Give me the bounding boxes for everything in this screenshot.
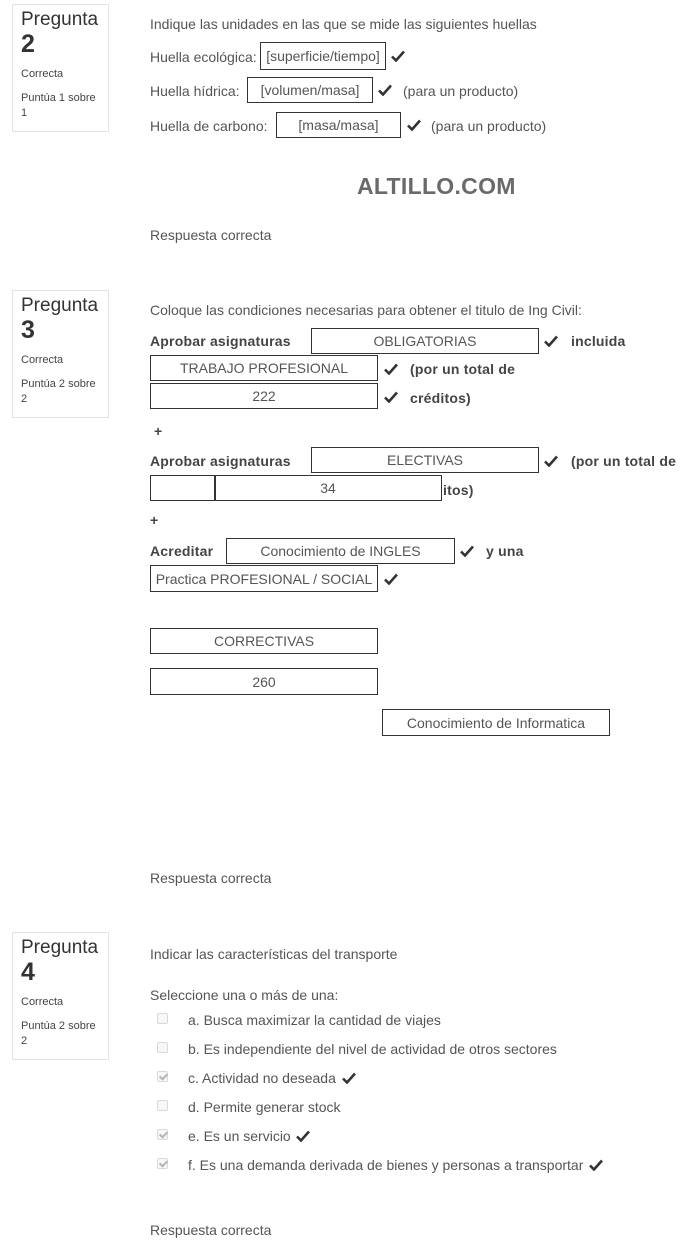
question-info-q3 [12,290,109,418]
feedback-text: Respuesta correcta [150,870,272,886]
row-note-huella-carbono: (para un producto) [431,118,547,134]
drag-choice-conocimiento-informatica[interactable]: Conocimiento de Informatica [382,709,610,736]
question-prompt: Indique las unidades en las que se mide las siguientes huellas [150,16,537,32]
option-label-e: e. Es un servicio [188,1128,291,1144]
option-label-c: c. Actividad no deseada [188,1070,336,1086]
option-label-f: f. Es una demanda derivada de bienes y personas a transportar [188,1157,584,1173]
answer-field-huella-ecologica[interactable]: [superficie/tiempo] [260,42,386,70]
row-label-huella-ecologica: Huella ecológica: [150,49,257,65]
text-aprobar-asignaturas: Aprobar asignaturas [150,453,291,469]
option-label-b: b. Es independiente del nivel de actividad de otros sectores [188,1041,557,1057]
check-icon [391,50,405,62]
drop-field-practica[interactable]: Practica PROFESIONAL / SOCIAL [150,565,378,592]
drop-field-trabajo-profesional[interactable]: TRABAJO PROFESIONAL [150,355,378,381]
option-label-d: d. Permite generar stock [188,1099,341,1115]
watermark: ALTILLO.COM [357,173,516,199]
option-label-a: a. Busca maximizar la cantidad de viajes [188,1012,441,1028]
question-state: Correcta [21,68,64,80]
text-plus: + [150,512,159,528]
question-prompt: Coloque las condiciones necesarias para obtener el titulo de Ing Civil: [150,302,582,318]
check-icon [384,363,398,375]
option-checkbox-b[interactable] [157,1042,168,1053]
drop-field-creditos-1[interactable]: 222 [150,383,378,409]
check-icon [342,1072,356,1084]
check-icon [378,84,392,96]
question-instruction: Seleccione una o más de una: [150,987,339,1003]
question-info-q2 [12,4,109,132]
check-icon [296,1130,310,1142]
row-label-huella-carbono: Huella de carbono: [150,118,268,134]
question-grade: Puntúa 2 sobre 2 [21,378,96,405]
answer-field-huella-carbono[interactable]: [masa/masa] [276,112,401,138]
option-checkbox-f[interactable] [157,1158,168,1169]
question-info-q4 [12,932,109,1060]
row-note-huella-hidrica: (para un producto) [403,83,519,99]
question-prompt: Indicar las características del transporte [150,946,398,962]
check-icon [384,391,398,403]
drop-field-creditos-2[interactable]: 34 [214,475,442,501]
question-grade: Puntúa 1 sobre 1 [21,92,96,119]
row-label-huella-hidrica: Huella hídrica: [150,83,240,99]
answer-field-huella-hidrica[interactable]: [volumen/masa] [247,77,373,103]
drop-field-ingles[interactable]: Conocimiento de INGLES [226,538,455,564]
question-state: Correcta [21,996,64,1008]
question-grade: Puntúa 2 sobre 2 [21,1020,96,1047]
text-creditos: créditos) [410,390,471,406]
feedback-text: Respuesta correcta [150,227,272,243]
drop-field-obligatorias[interactable]: OBLIGATORIAS [311,328,539,354]
question-label: Pregunta [21,295,99,316]
text-aprobar-asignaturas: Aprobar asignaturas [150,333,291,349]
question-number: 4 [21,958,35,986]
feedback-text: Respuesta correcta [150,1222,272,1238]
check-icon [384,573,398,585]
drop-field-electivas[interactable]: ELECTIVAS [311,447,539,473]
question-number: 3 [21,316,35,344]
text-creditos-tail: itos) [443,482,474,498]
text-por-un-total: (por un total de [410,361,516,377]
check-icon [407,119,421,131]
check-icon [460,545,474,557]
question-number: 2 [21,30,35,58]
drag-choice-260[interactable]: 260 [150,668,378,695]
text-plus: + [154,423,163,439]
empty-drop-slot[interactable] [150,475,216,501]
check-icon [544,455,558,467]
text-acreditar: Acreditar [150,543,214,559]
text-por-un-total: (por un total de [571,453,677,469]
option-checkbox-c[interactable] [157,1071,168,1082]
option-checkbox-a[interactable] [157,1013,168,1024]
check-icon [589,1159,603,1171]
text-incluida: incluida [571,333,626,349]
question-label: Pregunta [21,937,99,958]
drag-choice-correctivas[interactable]: CORRECTIVAS [150,628,378,654]
text-y-una: y una [486,543,524,559]
option-checkbox-d[interactable] [157,1100,168,1111]
question-state: Correcta [21,354,64,366]
option-checkbox-e[interactable] [157,1129,168,1140]
question-label: Pregunta [21,9,99,30]
check-icon [544,335,558,347]
